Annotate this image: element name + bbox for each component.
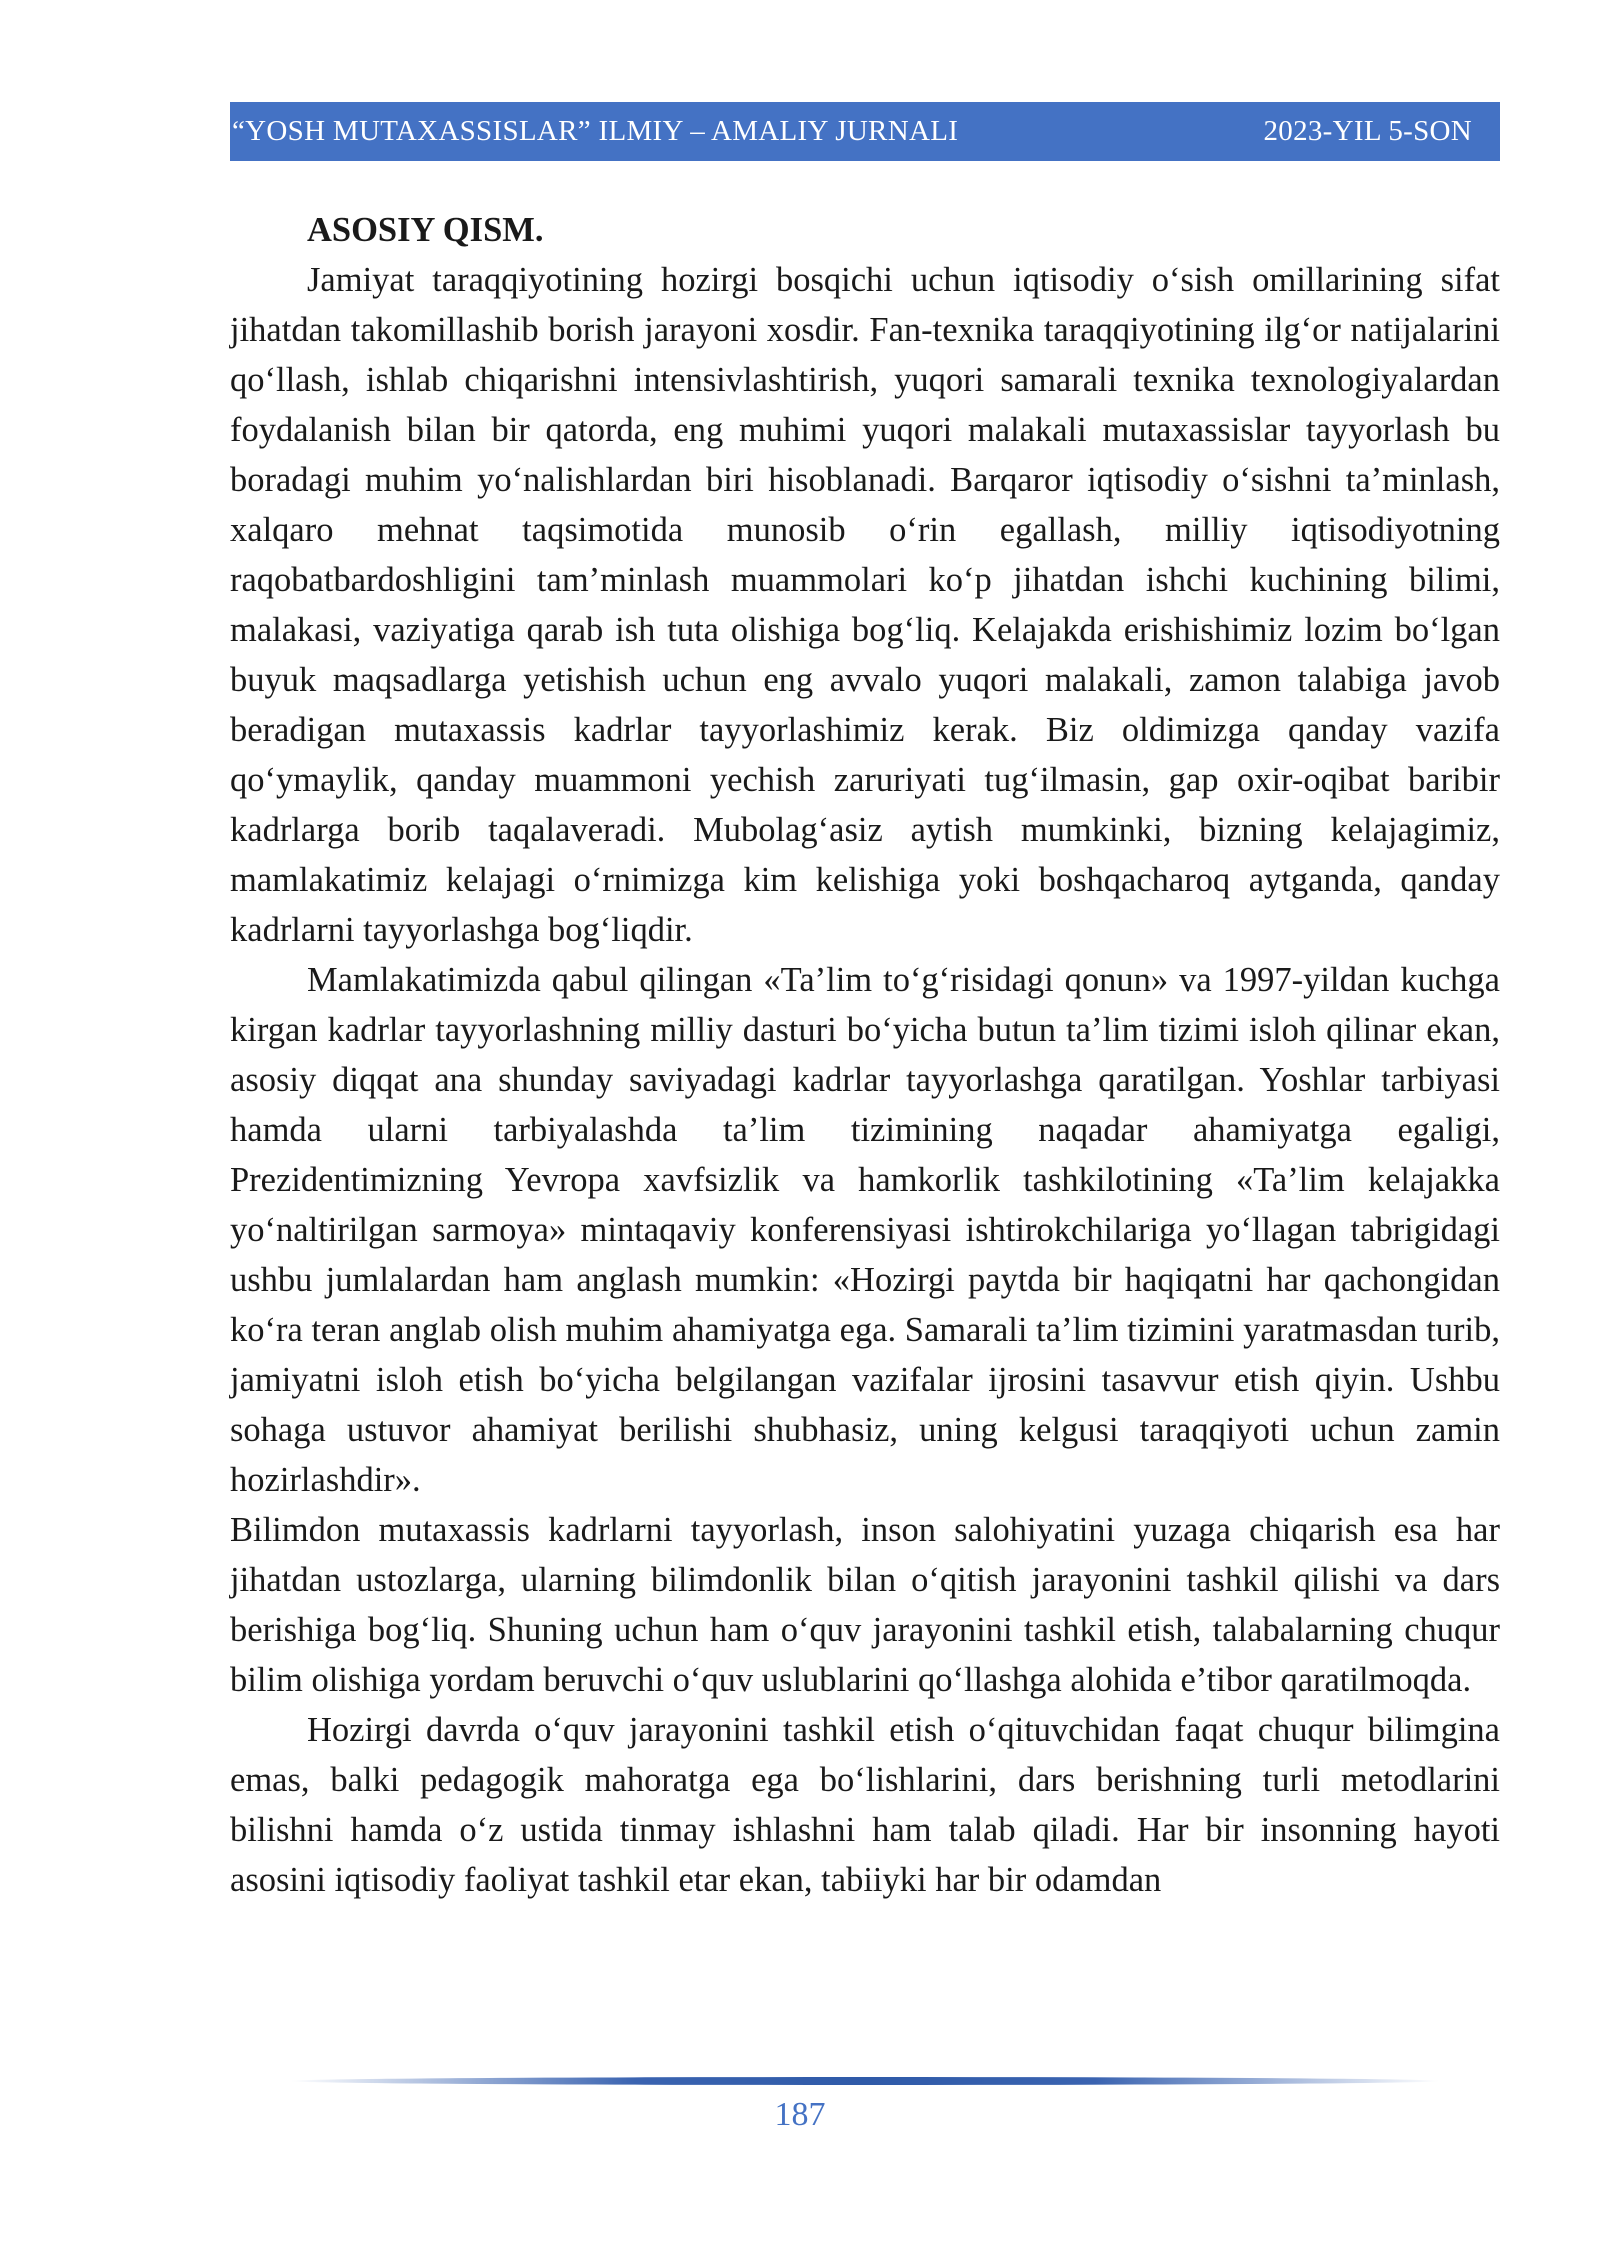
paragraph: Bilimdon mutaxassis kadrlarni tayyorlash, inson salohiyatini yuzaga chiqarish esa har jihatdan ustozlarga, ularning bilimdonlik bilan o‘qitish jarayonini tashkil qilishi va dars berishiga bog‘liq. Shuning uchun ham o‘quv jarayonini tashkil etish, talabalarning chuqur bilim olishiga yordam beruvchi o‘quv uslublarini qo‘llashga alohida e’tibor qaratilmoqda.: [230, 1511, 1500, 1699]
journal-title: “YOSH MUTAXASSISLAR” ILMIY – AMALIY JURNALI: [232, 115, 959, 147]
section-heading: ASOSIY QISM.: [307, 211, 544, 249]
article-body: [230, 205, 1500, 1905]
issue-label: 2023-YIL 5-SON: [1263, 115, 1472, 147]
running-header: [230, 102, 1500, 161]
footer-divider: [290, 2077, 1440, 2085]
page-number: 187: [774, 2096, 826, 2133]
paragraph: Mamlakatimizda qabul qilingan «Ta’lim to‘g‘risidagi qonun» va 1997-yildan kuchga kirgan kadrlar tayyorlashning milliy dasturi bo‘yicha butun ta’lim tizimi isloh qilinar ekan, asosiy diqqat ana shunday saviyadagi kadrlar tayyorlashga qaratilgan. Yoshlar tarbiyasi hamda ularni tarbiyalashda ta’lim tizimining naqadar ahamiyatga egaligi, Prezidentimizning Yevropa xavfsizlik va hamkorlik tashkilotining «Ta’lim kelajakka yo‘naltirilgan sarmoya» mintaqaviy konferensiyasi ishtirokchilariga yo‘llagan tabrigidagi ushbu jumlalardan ham anglash mumkin: «Hozirgi paytda bir haqiqatni har qachongidan ko‘ra teran anglab olish muhim ahamiyatga ega. Samarali ta’lim tizimini yaratmasdan turib, jamiyatni isloh etish bo‘yicha belgilangan vazifalar ijrosini tasavvur etish qiyin. Ushbu sohaga ustuvor ahamiyat berilishi shubhasiz, uning kelgusi taraqqiyoti uchun zamin hozirlashdir».: [230, 961, 1500, 1499]
paragraph: Hozirgi davrda o‘quv jarayonini tashkil etish o‘qituvchidan faqat chuqur bilimgina emas, balki pedagogik mahoratga ega bo‘lishlarini, dars berishning turli metodlarini bilishni hamda o‘z ustida tinmay ishlashni ham talab qiladi. Har bir insonning hayoti asosini iqtisodiy faoliyat tashkil etar ekan, tabiiyki har bir odamdan: [230, 1711, 1500, 1899]
paragraph: Jamiyat taraqqiyotining hozirgi bosqichi uchun iqtisodiy o‘sish omillarining sifat jihatdan takomillashib borish jarayoni xosdir. Fan-texnika taraqqiyotining ilg‘or natijalarini qo‘llash, ishlab chiqarishni intensivlashtirish, yuqori samarali texnika texnologiyalardan foydalanish bilan bir qatorda, eng muhimi yuqori malakali mutaxassislar tayyorlash bu boradagi muhim yo‘nalishlardan biri hisoblanadi. Barqaror iqtisodiy o‘sishni ta’minlash, xalqaro mehnat taqsimotida munosib o‘rin egallash, milliy iqtisodiyotning raqobatbardoshligini tam’minlash muammolari ko‘p jihatdan ishchi kuchining bilimi, malakasi, vaziyatiga qarab ish tuta olishiga bog‘liq. Kelajakda erishishimiz lozim bo‘lgan buyuk maqsadlarga yetishish uchun eng avvalo yuqori malakali, zamon talabiga javob beradigan mutaxassis kadrlar tayyorlashimiz kerak. Biz oldimizga qanday vazifa qo‘ymaylik, qanday muammoni yechish zaruriyati tug‘ilmasin, gap oxir-oqibat baribir kadrlarga borib taqalaveradi. Mubolag‘asiz aytish mumkinki, bizning kelajagimiz, mamlakatimiz kelajagi o‘rnimizga kim kelishiga yoki boshqacharoq aytganda, qanday kadrlarni tayyorlashga bog‘liqdir.: [230, 261, 1500, 949]
